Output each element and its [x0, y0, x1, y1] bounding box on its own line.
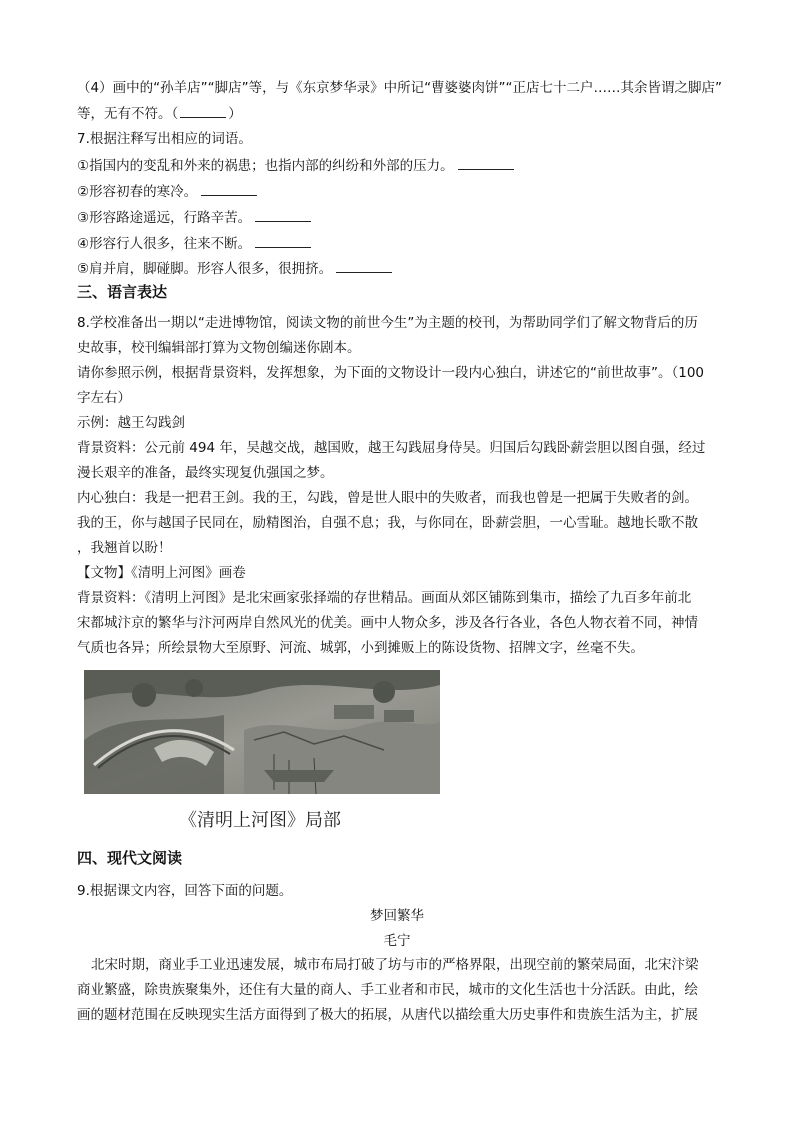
- q8-text: 漫长艰辛的准备，最终实现复仇强国之梦。: [77, 465, 334, 481]
- q6-4-line2: [77, 103, 242, 124]
- q7-item: [77, 181, 257, 202]
- q6-4-line2-suffix: ）: [228, 106, 242, 122]
- q8-text: ，我翘首以盼！: [77, 540, 172, 556]
- q8-text: 8.学校准备出一期以“走进博物馆，阅读文物的前世今生”为主题的校刊，为帮助同学们了解文物背后的历: [77, 315, 698, 331]
- article-author: 毛宁: [383, 933, 411, 949]
- qingming-painting-image: [84, 670, 440, 794]
- q7-item-text: ③形容路途遥远，行路辛苦。: [77, 210, 252, 226]
- article-paragraph: 商业繁盛，除贵族聚集外，还住有大量的商人、手工业者和市民，城市的文化生活也十分活跃。由此，绘: [77, 982, 698, 998]
- answer-blank[interactable]: [255, 233, 311, 248]
- q8-example: 示例：越王勾践剑: [77, 415, 185, 431]
- q8-artifact: 【文物】《清明上河图》画卷: [77, 565, 246, 581]
- q8-text: 背景资料：《清明上河图》是北宋画家张择端的存世精品。画面从郊区铺陈到集市，描绘了九百多年前北: [77, 590, 692, 606]
- q7-item: [77, 233, 311, 254]
- q7-item: [77, 155, 514, 176]
- q7-item: [77, 258, 392, 279]
- q8-text: 请你参照示例，根据背景资料，发挥想象，为下面的文物设计一段内心独白，讲述它的“前世故事”。（100: [77, 365, 705, 381]
- article-paragraph: 画的题材范围在反映现实生活方面得到了极大的拓展，从唐代以描绘重大历史事件和贵族生活为主，扩展: [77, 1007, 698, 1023]
- answer-blank[interactable]: [180, 103, 226, 118]
- q9-prompt: 9.根据课文内容，回答下面的问题。: [77, 883, 293, 899]
- article-title: 梦回繁华: [370, 908, 424, 924]
- q7-item-text: ①指国内的变乱和外来的祸患；也指内部的纠纷和外部的压力。: [77, 158, 454, 174]
- q7-item-text: ⑤肩并肩，脚碰脚。形容人很多，很拥挤。: [77, 261, 333, 277]
- q8-text: 史故事，校刊编辑部打算为文物创编迷你剧本。: [77, 340, 361, 356]
- q6-4-line1: （4）画中的“孙羊店”“脚店”等，与《东京梦华录》中所记“曹婆婆肉饼”“正店七十二户……其余皆谓之脚店”: [77, 80, 723, 96]
- answer-blank[interactable]: [336, 258, 392, 273]
- answer-blank[interactable]: [458, 155, 514, 170]
- q7-title: 7.根据注释写出相应的词语。: [77, 131, 252, 147]
- answer-blank[interactable]: [201, 181, 257, 196]
- figure-caption: 《清明上河图》局部: [179, 810, 341, 831]
- article-paragraph: 北宋时期，商业手工业迅速发展，城市布局打破了坊与市的严格界限，出现空前的繁荣局面，北宋汴梁: [91, 957, 699, 973]
- painting-illustration: [84, 670, 440, 794]
- section-heading: 三、语言表达: [77, 283, 168, 301]
- q8-text: 我的王，你与越国子民同在，励精图治，自强不息；我，与你同在，卧薪尝胆，一心雪耻。越地长歌不散: [77, 515, 698, 531]
- section-heading: 四、现代文阅读: [77, 849, 183, 867]
- q8-text: 内心独白：我是一把君王剑。我的王，勾践，曾是世人眼中的失败者，而我也曾是一把属于失败者的剑。: [77, 490, 698, 506]
- q8-text: 字左右）: [77, 390, 131, 406]
- q8-text: 宋都城汴京的繁华与汴河两岸自然风光的优美。画中人物众多，涉及各行各业，各色人物衣着不同，神情: [77, 615, 698, 631]
- answer-blank[interactable]: [255, 207, 311, 222]
- q8-text: 气质也各异；所绘景物大至原野、河流、城郭，小到摊贩上的陈设货物、招牌文字，丝毫不失。: [77, 640, 644, 656]
- q8-text: 背景资料：公元前 494 年，吴越交战，越国败，越王勾践屈身侍吴。归国后勾践卧薪尝胆以图自强，经过: [77, 440, 706, 456]
- q7-item-text: ②形容初春的寒冷。: [77, 184, 198, 200]
- q7-item: [77, 207, 311, 228]
- q6-4-line2-prefix: 等，无有不符。（: [77, 106, 179, 122]
- q7-item-text: ④形容行人很多，往来不断。: [77, 236, 252, 252]
